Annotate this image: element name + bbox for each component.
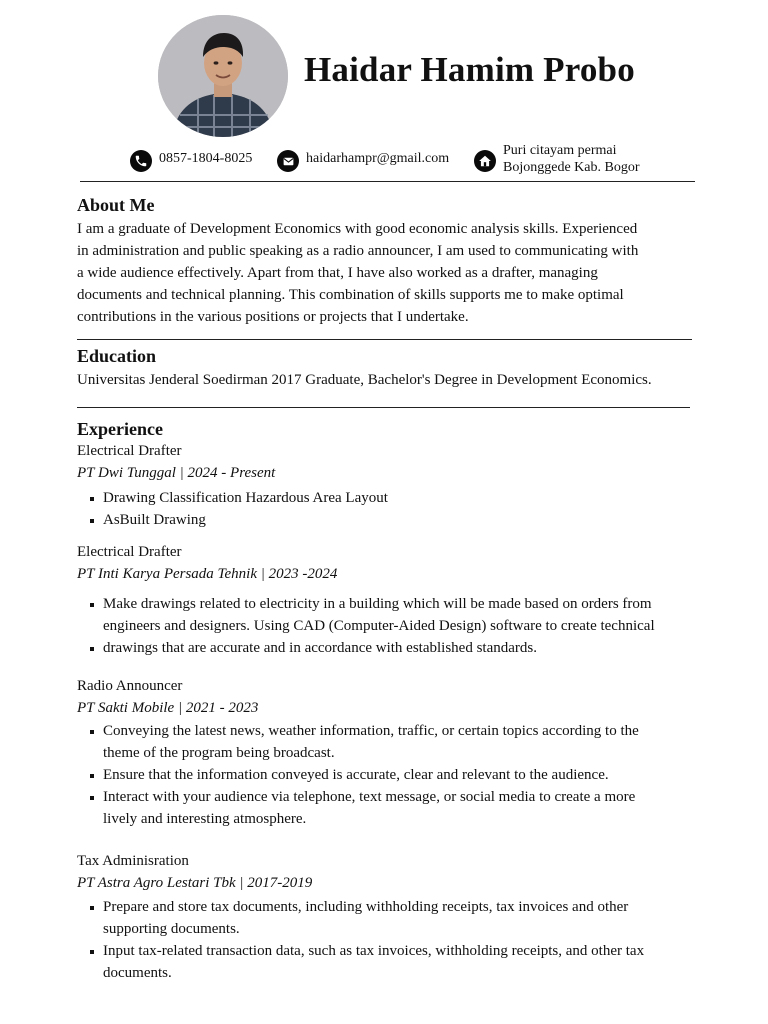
- job-bullet: Prepare and store tax documents, including withholding receipts, tax invoices and other: [77, 896, 717, 918]
- job-role: Radio Announcer: [77, 678, 183, 694]
- job-bullet: Drawing Classification Hazardous Area Layout: [77, 487, 717, 509]
- job-bullet: Interact with your audience via telephone, text message, or social media to create a more: [77, 786, 717, 808]
- education-heading: Education: [77, 346, 157, 366]
- job-bullet-continuation: engineers and designers. Using CAD (Computer-Aided Design) software to create technical: [103, 618, 655, 634]
- job-bullets: [77, 593, 717, 659]
- address-line-2: Bojonggede Kab. Bogor: [503, 160, 640, 175]
- education-text: [77, 369, 707, 391]
- about-heading: About Me: [77, 195, 155, 215]
- contact-address: [474, 142, 639, 176]
- job-bullets: [77, 896, 717, 984]
- profile-photo: [158, 15, 288, 137]
- about-line: in administration and public speaking as a radio announcer, I am used to communicating with: [77, 243, 639, 259]
- job-role: Electrical Drafter: [77, 443, 182, 459]
- home-icon: [474, 150, 496, 172]
- contact-phone: [130, 150, 252, 172]
- job-bullet-continuation: documents.: [103, 965, 172, 981]
- about-line: a wide audience effectively. Apart from that, I have also worked as a drafter, managing: [77, 265, 598, 281]
- job-bullet: drawings that are accurate and in accordance with established standards.: [77, 637, 717, 659]
- job-bullet-continuation: theme of the program being broadcast.: [103, 745, 335, 761]
- job-bullet-continuation: supporting documents.: [103, 921, 240, 937]
- job-company: PT Dwi Tunggal | 2024 - Present: [77, 465, 276, 481]
- job-bullet: AsBuilt Drawing: [77, 509, 717, 531]
- job-bullets: [77, 720, 717, 830]
- address-line-1: Puri citayam permai: [503, 143, 617, 158]
- job-bullet-continuation: lively and interesting atmosphere.: [103, 811, 307, 827]
- job-company: PT Inti Karya Persada Tehnik | 2023 -2024: [77, 566, 338, 582]
- job-company: PT Astra Agro Lestari Tbk | 2017-2019: [77, 875, 313, 891]
- phone-icon: [130, 150, 152, 172]
- phone-number[interactable]: 0857-1804-8025: [159, 151, 253, 166]
- mail-icon: [277, 150, 299, 172]
- job-role: Tax Adminisration: [77, 853, 189, 869]
- job-bullet: Ensure that the information conveyed is accurate, clear and relevant to the audience.: [77, 764, 717, 786]
- job-bullet: Conveying the latest news, weather information, traffic, or certain topics according to the: [77, 720, 717, 742]
- email-address[interactable]: haidarhampr@gmail.com: [306, 151, 450, 166]
- contact-email: [277, 150, 449, 172]
- education-line: Universitas Jenderal Soedirman 2017 Graduate, Bachelor's Degree in Development Economics.: [77, 372, 652, 388]
- job-bullets: [77, 487, 717, 531]
- candidate-name: Haidar Hamim Probo: [304, 50, 635, 89]
- about-line: contributions in the various positions or projects that I undertake.: [77, 309, 469, 325]
- about-line: I am a graduate of Development Economics with good economic analysis skills. Experienced: [77, 221, 638, 237]
- experience-heading: Experience: [77, 419, 163, 439]
- job-role: Electrical Drafter: [77, 544, 182, 560]
- about-divider: [77, 339, 692, 340]
- about-paragraph: [77, 218, 707, 328]
- job-bullet: Make drawings related to electricity in a building which will be made based on orders from: [77, 593, 717, 615]
- person-photo-icon: [158, 15, 288, 137]
- job-company: PT Sakti Mobile | 2021 - 2023: [77, 700, 259, 716]
- address-text: [503, 142, 639, 176]
- header-divider: [80, 181, 695, 182]
- education-divider: [77, 407, 690, 408]
- about-line: documents and technical planning. This combination of skills supports me to make optimal: [77, 287, 624, 303]
- job-bullet: Input tax-related transaction data, such as tax invoices, withholding receipts, and other tax: [77, 940, 717, 962]
